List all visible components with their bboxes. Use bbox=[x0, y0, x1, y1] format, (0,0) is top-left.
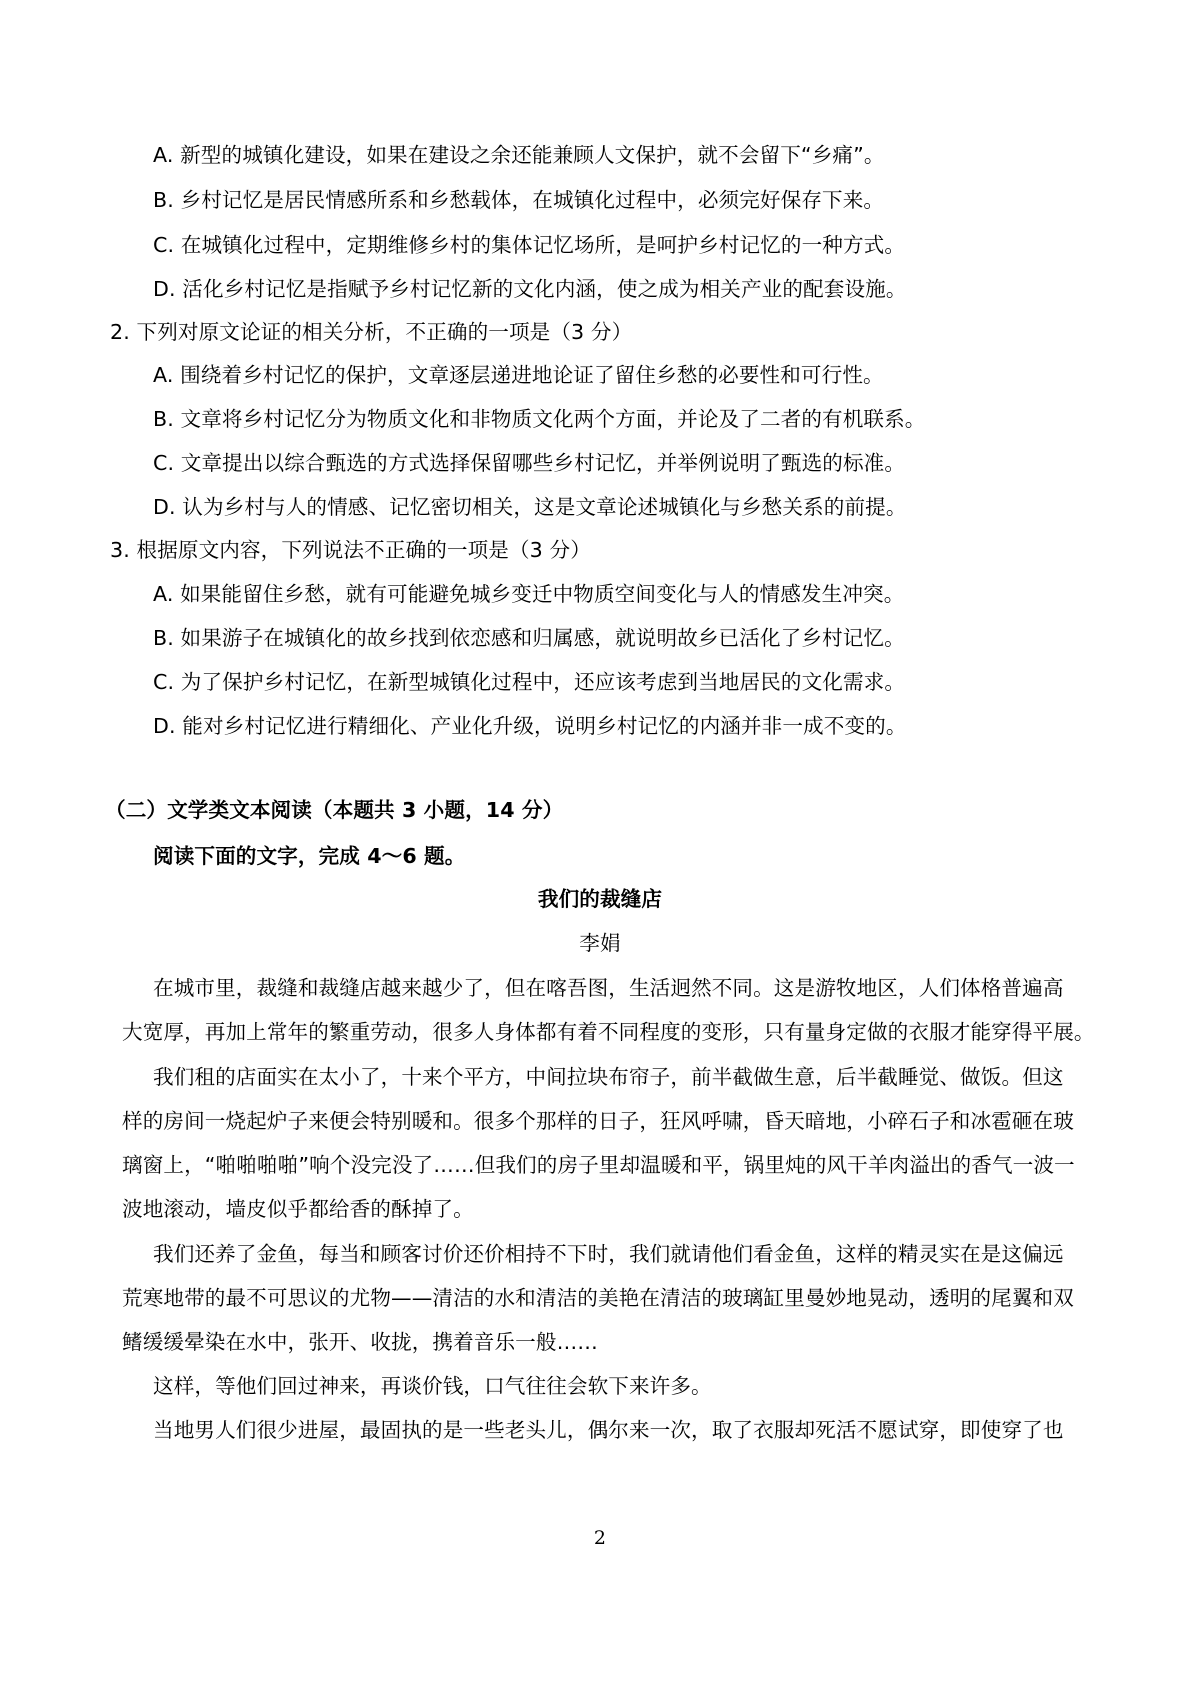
q2-option-a: A. 围绕着乡村记忆的保护，文章逐层递进地论证了留住乡愁的必要性和可行性。 bbox=[153, 363, 884, 387]
paragraph-line: 当地男人们很少进屋，最固执的是一些老头儿，偶尔来一次，取了衣服却死活不愿试穿，即使穿了也 bbox=[153, 1418, 1064, 1442]
article-title: 我们的裁缝店 bbox=[537, 887, 663, 911]
page-number: 2 bbox=[593, 1527, 607, 1549]
paragraph-line: 鳍缓缓晕染在水中，张开、收拢，携着音乐一般…… bbox=[122, 1330, 598, 1354]
q3-option-a: A. 如果能留住乡愁，就有可能避免城乡变迁中物质空间变化与人的情感发生冲突。 bbox=[153, 582, 905, 606]
q1-option-a: A. 新型的城镇化建设，如果在建设之余还能兼顾人文保护，就不会留下“乡痛”。 bbox=[153, 143, 885, 167]
paragraph-line: 这样，等他们回过神来，再谈价钱，口气往往会软下来许多。 bbox=[153, 1374, 712, 1398]
q1-option-d: D. 活化乡村记忆是指赋予乡村记忆新的文化内涵，使之成为相关产业的配套设施。 bbox=[153, 277, 907, 301]
reading-instruction: 阅读下面的文字，完成 4～6 题。 bbox=[153, 844, 466, 868]
section-heading: （二）文学类文本阅读（本题共 3 小题，14 分） bbox=[105, 798, 564, 822]
q2-option-d: D. 认为乡村与人的情感、记忆密切相关，这是文章论述城镇化与乡愁关系的前提。 bbox=[153, 495, 907, 519]
q2-option-c: C. 文章提出以综合甄选的方式选择保留哪些乡村记忆，并举例说明了甄选的标准。 bbox=[153, 451, 906, 475]
q3-option-d: D. 能对乡村记忆进行精细化、产业化升级，说明乡村记忆的内涵并非一成不变的。 bbox=[153, 714, 907, 738]
paragraph-line: 荒寒地带的最不可思议的尤物——清洁的水和清洁的美艳在清洁的玻璃缸里曼妙地晃动，透明的尾翼和双 bbox=[122, 1286, 1074, 1310]
paragraph-line: 我们还养了金鱼，每当和顾客讨价还价相持不下时，我们就请他们看金鱼，这样的精灵实在是这偏远 bbox=[153, 1242, 1064, 1266]
q3-option-c: C. 为了保护乡村记忆，在新型城镇化过程中，还应该考虑到当地居民的文化需求。 bbox=[153, 670, 906, 694]
q2-stem: 2. 下列对原文论证的相关分析，不正确的一项是（3 分） bbox=[110, 320, 633, 344]
q1-option-c: C. 在城镇化过程中，定期维修乡村的集体记忆场所，是呵护乡村记忆的一种方式。 bbox=[153, 233, 906, 257]
paragraph-line: 波地滚动，墙皮似乎都给香的酥掉了。 bbox=[122, 1197, 474, 1221]
q3-stem: 3. 根据原文内容，下列说法不正确的一项是（3 分） bbox=[110, 538, 591, 562]
q3-option-b: B. 如果游子在城镇化的故乡找到依恋感和归属感，就说明故乡已活化了乡村记忆。 bbox=[153, 626, 905, 650]
article-author: 李娟 bbox=[579, 931, 621, 955]
paragraph-line: 大宽厚，再加上常年的繁重劳动，很多人身体都有着不同程度的变形，只有量身定做的衣服才能穿得平展。 bbox=[122, 1020, 1095, 1044]
paragraph-line: 在城市里，裁缝和裁缝店越来越少了，但在喀吾图，生活迥然不同。这是游牧地区，人们体格普遍高 bbox=[153, 976, 1064, 1000]
q1-option-b: B. 乡村记忆是居民情感所系和乡愁载体，在城镇化过程中，必须完好保存下来。 bbox=[153, 188, 885, 212]
q2-option-b: B. 文章将乡村记忆分为物质文化和非物质文化两个方面，并论及了二者的有机联系。 bbox=[153, 407, 926, 431]
paragraph-line: 璃窗上，“啪啪啪啪”响个没完没了……但我们的房子里却温暖和平，锅里炖的风干羊肉溢出的香气一波一 bbox=[122, 1153, 1075, 1177]
paragraph-line: 样的房间一烧起炉子来便会特别暖和。很多个那样的日子，狂风呼啸，昏天暗地，小碎石子和冰雹砸在玻 bbox=[122, 1109, 1074, 1133]
paragraph-line: 我们租的店面实在太小了，十来个平方，中间拉块布帘子，前半截做生意，后半截睡觉、做饭。但这 bbox=[153, 1065, 1064, 1089]
